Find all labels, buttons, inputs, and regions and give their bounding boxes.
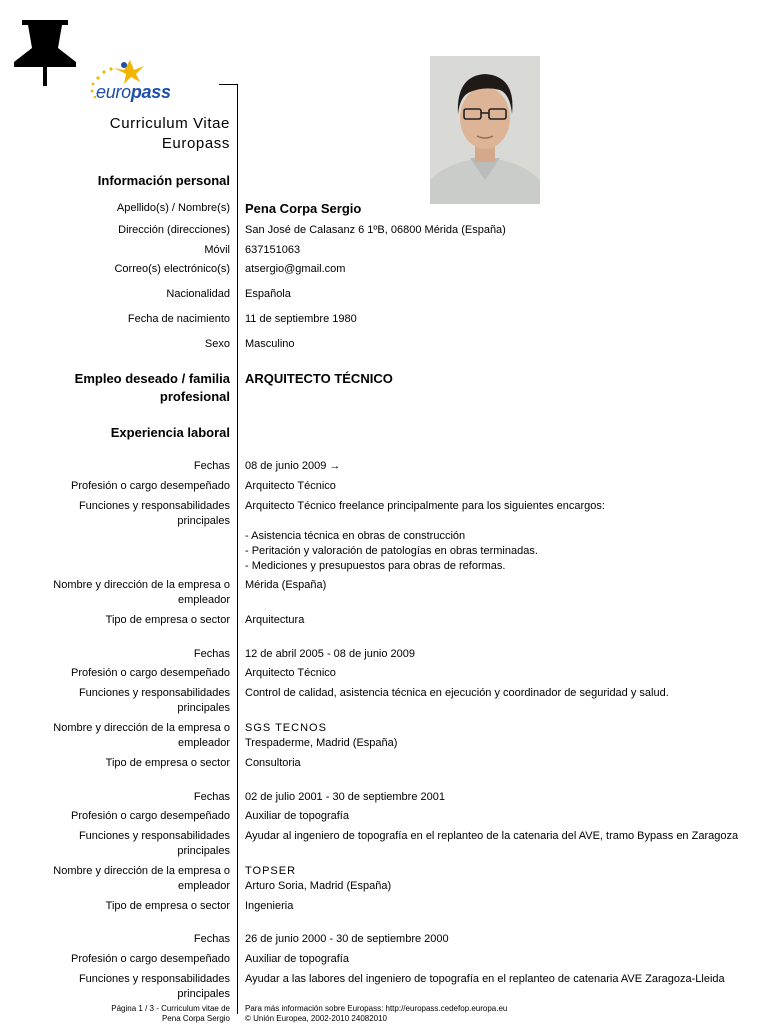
bullet-item: - Asistencia técnica en obras de construcción [245, 530, 466, 542]
europass-logo [84, 56, 184, 104]
field-label: Nacionalidad [166, 288, 230, 300]
footer-text: Pena Corpa Sergio [161, 1014, 230, 1023]
field-label: Profesión o cargo desempeñado [71, 667, 230, 679]
field-value: Ayudar al ingeniero de topografía en el replanteo de la catenaria del AVE, tramo Bypass en Zaragoza [245, 830, 739, 842]
field-value: 11 de septiembre 1980 [245, 313, 357, 325]
employer-address: Arturo Soria, Madrid (España) [245, 880, 392, 892]
field-label [30, 686, 230, 716]
employment-label-line1: Empleo deseado / familia [74, 371, 230, 386]
footer-europass-info [245, 1004, 507, 1024]
field-value: 26 de junio 2000 - 30 de septiembre 2000 [245, 933, 449, 945]
cv-title-line1: Curriculum Vitae [109, 115, 230, 132]
field-value: Española [245, 288, 291, 300]
field-label: Tipo de empresa o sector [105, 900, 230, 912]
field-label: Dirección (direcciones) [118, 224, 230, 236]
field-label: Apellido(s) / Nombre(s) [116, 202, 230, 214]
label-line: Funciones y responsabilidades [78, 830, 230, 842]
label-line: Funciones y responsabilidades [78, 500, 230, 512]
bullet-item: - Mediciones y presupuestos para obras de reformas. [245, 560, 506, 572]
section-personal-title: Información personal [97, 173, 230, 188]
field-value: 02 de julio 2001 - 30 de septiembre 2001 [245, 791, 445, 803]
field-value: Masculino [245, 338, 295, 350]
field-value [245, 721, 755, 751]
field-label: Fechas [193, 933, 230, 945]
employer-name: SGS TECNOS [245, 722, 327, 734]
label-line: Nombre y dirección de la empresa o [53, 722, 230, 734]
person-portrait-icon [430, 56, 540, 204]
logo-text-euro: euro [96, 82, 131, 102]
field-value: 08 de junio 2009 → [245, 460, 341, 472]
label-line: principales [177, 702, 230, 714]
footer-text: Página 1 / 3 - Curriculum vitae de [111, 1004, 230, 1013]
field-label: Tipo de empresa o sector [105, 614, 230, 626]
field-label: Sexo [204, 338, 230, 350]
field-label: Profesión o cargo desempeñado [71, 953, 230, 965]
section-employment-title [10, 370, 230, 406]
field-label: Correo(s) electrónico(s) [114, 263, 230, 275]
field-value: Auxiliar de topografía [245, 810, 349, 822]
logo-text-pass: pass [130, 82, 171, 102]
field-value: Auxiliar de topografía [245, 953, 349, 965]
label-line: empleador [178, 737, 230, 749]
cv-title-line2: Europass [161, 135, 230, 152]
field-label [30, 972, 230, 1002]
field-label: Fechas [193, 460, 230, 472]
field-value [245, 864, 755, 894]
employer-address: Trespaderme, Madrid (España) [245, 737, 398, 749]
field-value: 637151063 [245, 244, 301, 256]
field-value: Mérida (España) [245, 579, 327, 591]
field-value: Ayudar a las labores del ingeniero de topografía en el replanteo de catenaria AVE Zaragoza-Lleida [245, 973, 725, 985]
section-experience-title: Experiencia laboral [110, 425, 230, 440]
employment-label-line2: profesional [159, 389, 230, 404]
label-line: Funciones y responsabilidades [78, 687, 230, 699]
footer-link[interactable]: Para más información sobre Europass: http://europass.cedefop.europa.eu [245, 1004, 508, 1013]
field-value: Arquitecto Técnico [245, 667, 336, 679]
label-line: principales [177, 515, 230, 527]
footer-page-info [30, 1004, 230, 1024]
field-label: Móvil [204, 244, 230, 256]
label-line: empleador [178, 880, 230, 892]
column-tick [219, 84, 238, 85]
email-link[interactable]: atsergio@gmail.com [245, 263, 346, 275]
field-value: Arquitecto Técnico freelance principalmente para los siguientes encargos: [245, 500, 605, 512]
field-label: Fechas [193, 791, 230, 803]
label-line: principales [177, 988, 230, 1000]
employment-value: ARQUITECTO TÉCNICO [245, 371, 393, 386]
field-value: Arquitectura [245, 614, 305, 626]
footer-text: © Unión Europea, 2002-2010 24082010 [245, 1014, 388, 1023]
field-label [30, 864, 230, 894]
pushpin-icon [12, 20, 78, 88]
field-value: Control de calidad, asistencia técnica en ejecución y coordinador de seguridad y salud. [245, 687, 669, 699]
field-label [30, 578, 230, 608]
field-label [30, 721, 230, 751]
employer-name: TOPSER [245, 865, 297, 877]
field-label: Fechas [193, 648, 230, 660]
field-value: Pena Corpa Sergio [245, 201, 362, 216]
column-divider [237, 84, 238, 1014]
field-label [30, 829, 230, 859]
cv-title [110, 114, 230, 154]
field-label: Profesión o cargo desempeñado [71, 810, 230, 822]
bullet-item: - Peritación y valoración de patologías en obras terminadas. [245, 545, 538, 557]
field-value: San José de Calasanz 6 1ºB, 06800 Mérida (España) [245, 224, 506, 236]
label-line: Funciones y responsabilidades [78, 973, 230, 985]
label-line: empleador [178, 594, 230, 606]
label-line: Nombre y dirección de la empresa o [53, 579, 230, 591]
field-label: Tipo de empresa o sector [105, 757, 230, 769]
profile-photo [430, 56, 540, 204]
field-value: 12 de abril 2005 - 08 de junio 2009 [245, 648, 416, 660]
field-value: Arquitecto Técnico [245, 480, 336, 492]
field-label [30, 499, 230, 529]
label-line: Nombre y dirección de la empresa o [53, 865, 230, 877]
field-value: Ingenieria [245, 900, 294, 912]
field-label: Fecha de nacimiento [127, 313, 230, 325]
field-value: Consultoria [245, 757, 301, 769]
label-line: principales [177, 845, 230, 857]
field-label: Profesión o cargo desempeñado [71, 480, 230, 492]
